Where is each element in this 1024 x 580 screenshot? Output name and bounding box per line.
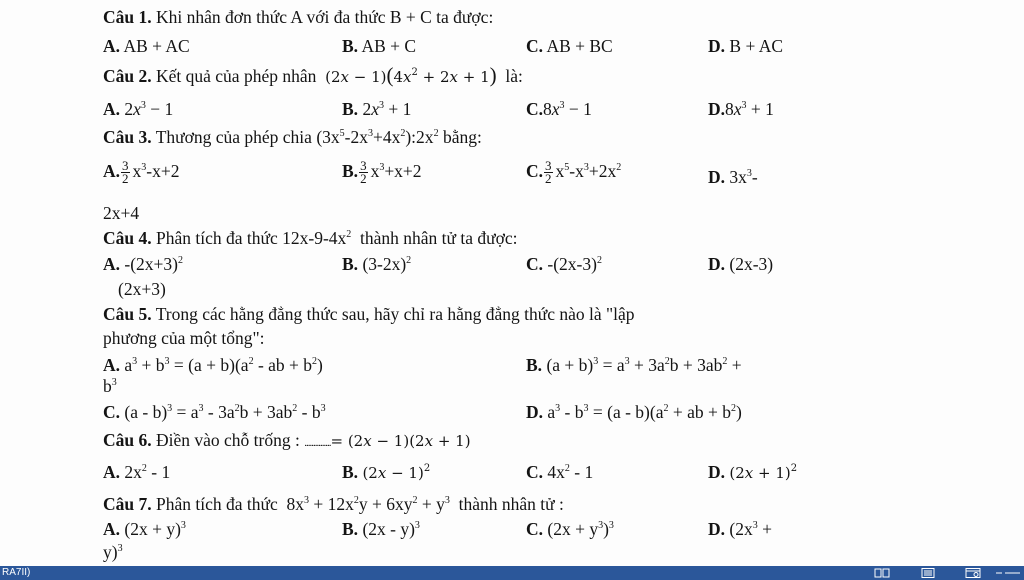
q1-option-b: B. AB + C (342, 36, 417, 56)
q2-option-d: $D.8x^3 + 1$ (708, 99, 774, 119)
question-4: Câu 4. Phân tích đa thức $12x-9-4x^2$ thành nhân tử ta được: (103, 228, 518, 248)
question-5: Câu 5. Trong các hằng đẳng thức sau, hãy chỉ ra hằng đẳng thức nào là "lập (103, 304, 635, 324)
q3-option-d-wrap: 2x+4 (103, 203, 140, 223)
question-3: Câu 3. Thương của phép chia $(3x^5-2x^3+4x^2):2x^2$ bằng: (103, 127, 482, 147)
status-bar (0, 566, 1024, 580)
q3-option-b: B. $\frac{3}{2}$ $x^3+x+2$ (342, 158, 422, 187)
question-2: Câu 2. Kết quả của phép nhân $(2x - 1)(4x^2 + 2x + 1)$ là: (103, 63, 523, 87)
web-layout-icon[interactable] (965, 568, 981, 578)
status-text: RA7II) (2, 567, 31, 578)
q4-option-c: C. $-(2x-3)^2$ (526, 254, 602, 274)
q3-option-a: A. $\frac{3}{2}$ $x^3-x+2$ (103, 158, 180, 187)
q7-option-d-wrap: y)$^3$ (103, 542, 123, 562)
q6-option-b: B. $(2x - 1)^2$ (342, 462, 431, 482)
q6-option-d: D. $(2x + 1)^2$ (708, 462, 798, 482)
q7-option-a: A. $(2x + y)^3$ (103, 519, 186, 539)
zoom-slider-icon[interactable] (995, 568, 1021, 578)
q5-option-d: D. $a^3 - b^3 = (a - b)(a^2$ + ab + $b^2$) (526, 402, 742, 422)
q4-option-d: D. (2x-3) (708, 254, 774, 274)
q2-option-c: $C.8x^3 - 1$ (526, 99, 592, 119)
q1-option-a: A. AB + AC (103, 36, 190, 56)
q4-option-b: B. $(3-2x)^2$ (342, 254, 412, 274)
answer-blank: ............... (304, 437, 331, 449)
q7-option-b: B. (2x - y)$^3$ (342, 519, 420, 539)
q5-option-c: C. $(a - b)^3 = a^3 - 3a^2b + 3ab^2 - b^3$ (103, 402, 326, 422)
q7-option-d: D. ($2x^3$ + (708, 519, 772, 539)
question-7: Câu 7. Phân tích đa thức $8x^3 + 12x^2y + 6xy^2 + y^3$ thành nhân tử : (103, 494, 564, 514)
q5-option-b: B. $(a + b)^3 = a^3 + 3a^2b + 3ab^2$ + (526, 355, 742, 375)
q6-option-a: A. $2x^2 - 1$ (103, 462, 171, 482)
print-layout-icon[interactable] (920, 568, 936, 578)
q7-option-c: C. $(2x + y^3)^3$ (526, 519, 614, 539)
q5-option-a: A. $a^3 + b^3 = (a + b)(a^2$ - ab + $b^2$) (103, 355, 323, 375)
q4-option-a: A. $-(2x+3)^2$ (103, 254, 183, 274)
q5-option-a-wrap: $b^3$ (103, 376, 117, 396)
q1-option-c: C. AB + BC (526, 36, 613, 56)
question-text: Khi nhân đơn thức A với đa thức B + C ta được: (156, 7, 494, 27)
q1-option-d: D. B + AC (708, 36, 784, 56)
q2-option-a: A. $2x^3 - 1$ (103, 99, 174, 119)
q6-option-c: C. $4x^2 - 1$ (526, 462, 594, 482)
q2-option-b: B. $2x^3 + 1$ (342, 99, 412, 119)
q3-option-c: C. $\frac{3}{2}$ $x^5-x^3+2x^2$ (526, 158, 622, 187)
q3-option-d: D. $3x^3-$ (708, 167, 758, 187)
question-5-line-2: phương của một tổng": (103, 328, 265, 348)
question-label: Câu 1. (103, 7, 152, 27)
question-6: Câu 6. Điền vào chỗ trống : ...............= (2x − 1)(2x + 1) (103, 430, 471, 450)
read-mode-icon[interactable] (874, 568, 890, 578)
question-1 (103, 6, 493, 28)
q4-option-d-wrap: (2x+3) (118, 279, 166, 299)
